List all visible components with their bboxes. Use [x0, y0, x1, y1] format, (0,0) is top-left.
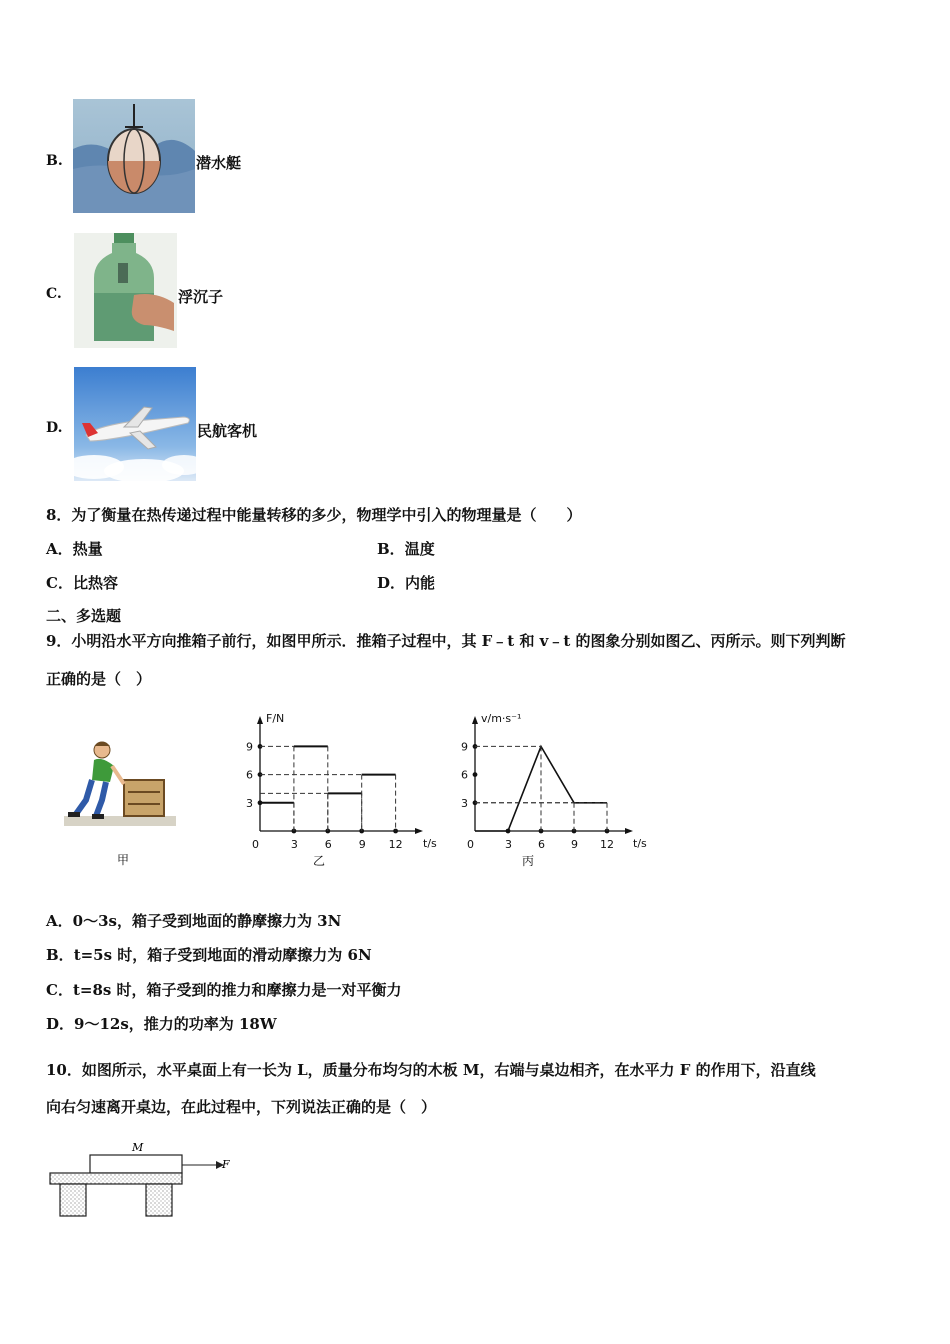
wooden-board: [90, 1155, 182, 1173]
y-tick-dot: [473, 772, 478, 777]
q8-option-c: C．比热容: [46, 574, 118, 592]
board-on-table-figure: [46, 1138, 246, 1222]
x-tick-label: 6: [538, 838, 545, 851]
y-axis-label: F/N: [266, 712, 285, 725]
x-axis-arrow: [415, 828, 423, 834]
q8-option-b: B．温度: [377, 540, 435, 558]
y-axis-label: v/m·s⁻¹: [481, 712, 522, 725]
q10-stem-line2: 向右匀速离开桌边，在此过程中，下列说法正确的是（ ）: [46, 1098, 437, 1116]
q10-stem-line1: 10．如图所示，水平桌面上有一长为 L，质量分布均匀的木板 M，右端与桌边相齐，在水平力 F 的作用下，沿直线: [46, 1061, 816, 1079]
boy-pushing-box-image: [62, 740, 180, 832]
velocity-time-graph: [455, 712, 655, 872]
x-tick-label: 6: [324, 838, 332, 851]
q9-option-b: B．t=5s 时，箱子受到地面的滑动摩擦力为 6N: [46, 946, 372, 964]
board-label: M: [132, 1141, 144, 1154]
y-axis-arrow: [472, 716, 478, 724]
x-tick-label: 9: [358, 838, 366, 851]
x-tick-label: 3: [290, 838, 298, 851]
x-tick-label: 0: [467, 838, 474, 851]
airliner-image: [74, 367, 196, 481]
fig-yi-label: 乙: [313, 854, 326, 868]
y-tick-label: 6: [461, 768, 468, 782]
q9-option-d: D．9～12s，推力的功率为 18W: [46, 1015, 277, 1033]
option-d-text: 民航客机: [197, 422, 258, 440]
y-tick-label: 3: [461, 796, 468, 810]
option-d-label: D.: [46, 420, 63, 436]
y-tick-label: 9: [246, 740, 253, 754]
table-top: [50, 1173, 182, 1184]
x-tick-label: 12: [388, 838, 403, 851]
submarine-image: [73, 99, 195, 213]
q9-stem-line2: 正确的是（ ）: [46, 670, 152, 688]
table-leg-right: [146, 1184, 172, 1216]
y-tick-label: 6: [246, 768, 253, 782]
x-tick-label: 3: [505, 838, 512, 851]
option-b-text: 潜水艇: [196, 154, 242, 172]
option-b-label: B.: [46, 153, 63, 169]
cartesian-diver-image: [74, 233, 177, 348]
x-axis-label: t/s: [633, 837, 647, 850]
x-tick-label: 9: [571, 838, 578, 851]
table-leg-left: [60, 1184, 86, 1216]
x-tick-label: 0: [252, 838, 259, 851]
q9-option-c: C．t=8s 时，箱子受到的推力和摩擦力是一对平衡力: [46, 981, 402, 999]
x-axis-arrow: [625, 828, 633, 834]
force-time-graph: [240, 712, 440, 872]
section-title: 二、多选题: [46, 607, 122, 625]
option-c-label: C.: [46, 286, 62, 302]
q8-option-d: D．内能: [377, 574, 436, 592]
fig-jia-label: 甲: [117, 853, 130, 867]
y-tick-label: 3: [246, 796, 253, 810]
q9-stem-line1: 9．小明沿水平方向推箱子前行，如图甲所示．推箱子过程中，其 F﹣t 和 v﹣t 的图象分别如图乙、丙所示。则下列判断: [46, 632, 846, 650]
x-tick-label: 12: [600, 838, 614, 851]
q8-stem: 8．为了衡量在热传递过程中能量转移的多少，物理学中引入的物理量是（ ）: [46, 506, 582, 524]
q8-option-a: A．热量: [46, 540, 103, 558]
fig-bing-label: 丙: [522, 854, 535, 868]
y-axis-arrow: [257, 716, 263, 724]
y-tick-label: 9: [461, 740, 468, 754]
option-c-text: 浮沉子: [178, 288, 224, 306]
q9-option-a: A．0～3s，箱子受到地面的静摩擦力为 3N: [46, 912, 342, 930]
force-label: F: [222, 1158, 230, 1171]
x-axis-label: t/s: [423, 837, 437, 850]
